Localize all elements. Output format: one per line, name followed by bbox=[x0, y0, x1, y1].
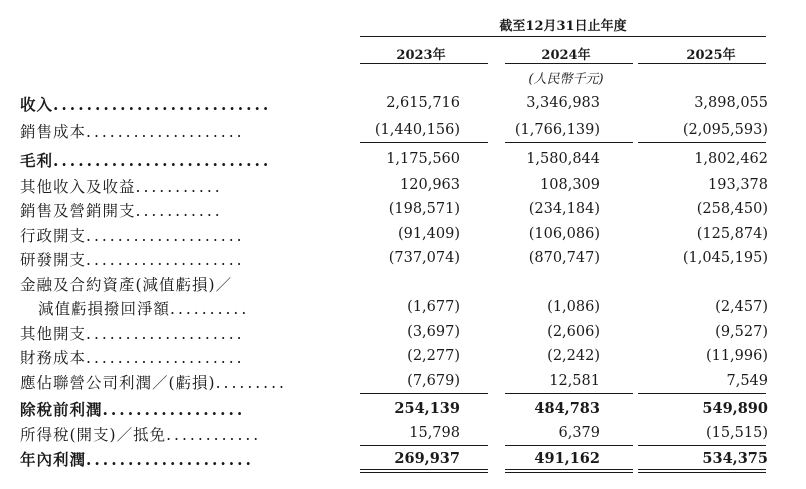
profit-before-tax-2025: 549,890 bbox=[702, 400, 768, 417]
subtotal-rule-2025 bbox=[638, 142, 766, 143]
research-development-2024: (870,747) bbox=[528, 250, 600, 266]
other-income-2023: 120,963 bbox=[400, 177, 460, 193]
share-of-associates-2024: 12,581 bbox=[549, 373, 600, 389]
row-label-research-development: 研發開支.................... bbox=[20, 251, 245, 269]
period-underline bbox=[360, 36, 766, 37]
cost-of-sales-2025: (2,095,593) bbox=[682, 122, 768, 138]
impairment-2023: (1,677) bbox=[407, 299, 460, 315]
double-rule-top-2023 bbox=[360, 469, 488, 470]
administrative-2024: (106,086) bbox=[528, 226, 600, 242]
cost-of-sales-2023: (1,440,156) bbox=[374, 122, 460, 138]
row-label-profit-before-tax: 除稅前利潤................. bbox=[20, 400, 246, 419]
row-label-other-income: 其他收入及收益........... bbox=[20, 178, 223, 196]
other-expenses-2024: (2,606) bbox=[547, 324, 600, 340]
column-underline-2023 bbox=[360, 63, 488, 64]
column-header-2025: 2025年 bbox=[686, 48, 736, 63]
share-of-associates-2023: (7,679) bbox=[407, 373, 460, 389]
row-label-administrative: 行政開支.................... bbox=[20, 227, 245, 245]
row-label-selling-marketing: 銷售及營銷開支........... bbox=[20, 202, 223, 220]
row-label-other-expenses: 其他開支.................... bbox=[20, 325, 245, 343]
profit-for-year-2023: 269,937 bbox=[394, 450, 460, 467]
column-underline-2025 bbox=[638, 63, 766, 64]
row-label-income-tax: 所得稅(開支)／抵免............ bbox=[20, 426, 262, 444]
research-development-2023: (737,074) bbox=[388, 250, 460, 266]
row-label-gross-profit: 毛利.......................... bbox=[20, 151, 272, 170]
double-rule-bottom-2023 bbox=[360, 472, 488, 473]
administrative-2023: (91,409) bbox=[397, 226, 460, 242]
column-header-2024: 2024年 bbox=[541, 48, 591, 63]
unit-label: (人民幣千元) bbox=[528, 72, 604, 87]
income-tax-2023: 15,798 bbox=[409, 425, 460, 441]
row-label-impairment-line2: 減值虧損撥回淨額.......... bbox=[38, 300, 250, 318]
income-tax-2025: (15,515) bbox=[705, 425, 768, 441]
cost-of-sales-2024: (1,766,139) bbox=[514, 122, 600, 138]
pretax-rule-2023 bbox=[360, 393, 488, 394]
row-label-finance-costs: 財務成本.................... bbox=[20, 349, 245, 367]
income-tax-2024: 6,379 bbox=[558, 425, 600, 441]
research-development-2025: (1,045,195) bbox=[682, 250, 768, 266]
impairment-2025: (2,457) bbox=[715, 299, 768, 315]
impairment-2024: (1,086) bbox=[547, 299, 600, 315]
gross-profit-2023: 1,175,560 bbox=[386, 151, 460, 167]
selling-marketing-2023: (198,571) bbox=[388, 201, 460, 217]
row-label-cost-of-sales: 銷售成本.................... bbox=[20, 123, 245, 141]
column-underline-2024 bbox=[505, 63, 633, 64]
net-profit-rule-2024 bbox=[505, 445, 633, 446]
other-income-2025: 193,378 bbox=[708, 177, 768, 193]
column-header-2023: 2023年 bbox=[396, 48, 446, 63]
other-expenses-2023: (3,697) bbox=[407, 324, 460, 340]
other-expenses-2025: (9,527) bbox=[715, 324, 768, 340]
double-rule-top-2025 bbox=[638, 469, 766, 470]
net-profit-rule-2025 bbox=[638, 445, 766, 446]
period-title: 截至12月31日止年度 bbox=[499, 19, 627, 34]
profit-before-tax-2024: 484,783 bbox=[534, 400, 600, 417]
profit-for-year-2025: 534,375 bbox=[702, 450, 768, 467]
profit-before-tax-2023: 254,139 bbox=[394, 400, 460, 417]
revenue-2024: 3,346,983 bbox=[526, 95, 600, 111]
row-label-share-of-associates: 應佔聯營公司利潤／(虧損)......... bbox=[20, 374, 287, 392]
revenue-2023: 2,615,716 bbox=[386, 95, 460, 111]
share-of-associates-2025: 7,549 bbox=[726, 373, 768, 389]
finance-costs-2023: (2,277) bbox=[407, 348, 460, 364]
row-label-revenue: 收入.......................... bbox=[20, 95, 272, 114]
finance-costs-2024: (2,242) bbox=[547, 348, 600, 364]
finance-costs-2025: (11,996) bbox=[705, 348, 768, 364]
gross-profit-2025: 1,802,462 bbox=[694, 151, 768, 167]
subtotal-rule-2023 bbox=[360, 142, 488, 143]
revenue-2025: 3,898,055 bbox=[694, 95, 768, 111]
profit-for-year-2024: 491,162 bbox=[534, 450, 600, 467]
pretax-rule-2024 bbox=[505, 393, 633, 394]
double-rule-top-2024 bbox=[505, 469, 633, 470]
double-rule-bottom-2025 bbox=[638, 472, 766, 473]
selling-marketing-2025: (258,450) bbox=[696, 201, 768, 217]
subtotal-rule-2024 bbox=[505, 142, 633, 143]
other-income-2024: 108,309 bbox=[540, 177, 600, 193]
gross-profit-2024: 1,580,844 bbox=[526, 151, 600, 167]
pretax-rule-2025 bbox=[638, 393, 766, 394]
administrative-2025: (125,874) bbox=[696, 226, 768, 242]
row-label-impairment-line1: 金融及合約資產(減值虧損)／ bbox=[20, 276, 233, 294]
double-rule-bottom-2024 bbox=[505, 472, 633, 473]
row-label-profit-for-year: 年內利潤.................... bbox=[20, 450, 254, 469]
selling-marketing-2024: (234,184) bbox=[528, 201, 600, 217]
net-profit-rule-2023 bbox=[360, 445, 488, 446]
